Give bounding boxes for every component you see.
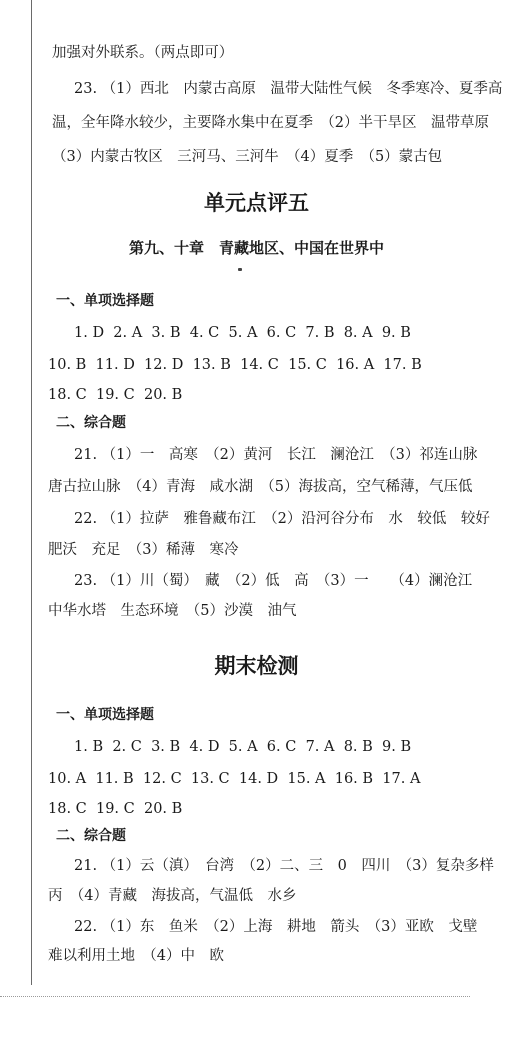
answer-22-line-2: 肥沃 充足 （3）稀薄 寒冷	[48, 542, 239, 558]
answer-21-line-2: 丙 （4）青藏 海拔高，气温低 水乡	[48, 888, 297, 904]
answer-23-line-3: （3）内蒙古牧区 三河马、三河牛 （4）夏季 （5）蒙古包	[52, 149, 443, 165]
chapter-title: 第九、十章 青藏地区、中国在世界中	[128, 239, 384, 257]
page-margin-line	[31, 0, 32, 985]
mc-answers-line-2: 10. A 11. B 12. C 13. C 14. D 15. A 16. B 17. A	[48, 771, 421, 787]
answer-23-line-2: 温，全年降水较少，主要降水集中在夏季 （2）半干旱区 温带草原	[52, 115, 489, 131]
print-speck	[238, 268, 242, 271]
mc-answers-line-1: 1. D 2. A 3. B 4. C 5. A 6. C 7. B 8. A 9. B	[74, 325, 411, 341]
unit-review-title: 单元点评五	[204, 191, 309, 215]
answer-22-line-1: 22. （1）东 鱼米 （2）上海 耕地 箭头 （3）亚欧 戈壁	[74, 919, 478, 935]
continuation-line: 加强对外联系。（两点即可）	[52, 45, 234, 61]
answer-22-line-2: 难以利用土地 （4）中 欧	[48, 948, 224, 964]
answer-23-line-1: 23. （1）西北 内蒙古高原 温带大陆性气候 冬季寒冷、夏季高	[74, 81, 503, 97]
answer-21-line-2: 唐古拉山脉 （4）青海 咸水湖 （5）海拔高，空气稀薄，气压低	[48, 479, 473, 495]
mc-answers-line-2: 10. B 11. D 12. D 13. B 14. C 15. C 16. A 17. B	[48, 357, 422, 373]
section-comprehensive-title: 二、综合题	[56, 415, 126, 431]
answer-21-line-1: 21. （1）一 高寒 （2）黄河 长江 澜沧江 （3）祁连山脉	[74, 447, 478, 463]
mc-answers-line-3: 18. C 19. C 20. B	[48, 801, 183, 817]
section-multiple-choice-title: 一、单项选择题	[56, 707, 154, 723]
answer-21-line-1: 21. （1）云（滇） 台湾 （2）二、三 0 四川 （3）复杂多样	[74, 858, 494, 874]
mc-answers-line-3: 18. C 19. C 20. B	[48, 387, 183, 403]
answer-22-line-1: 22. （1）拉萨 雅鲁藏布江 （2）沿河谷分布 水 较低 较好	[74, 511, 490, 527]
section-multiple-choice-title: 一、单项选择题	[56, 293, 154, 309]
section-comprehensive-title: 二、综合题	[56, 828, 126, 844]
bottom-dotted-rule	[0, 996, 470, 997]
answer-23-line-2: 中华水塔 生态环境 （5）沙漠 油气	[48, 603, 297, 619]
mc-answers-line-1: 1. B 2. C 3. B 4. D 5. A 6. C 7. A 8. B 9. B	[74, 739, 412, 755]
answer-23-line-1: 23. （1）川（蜀） 藏 （2）低 高 （3）一 （4）澜沧江	[74, 573, 473, 589]
final-exam-title: 期末检测	[214, 654, 299, 678]
